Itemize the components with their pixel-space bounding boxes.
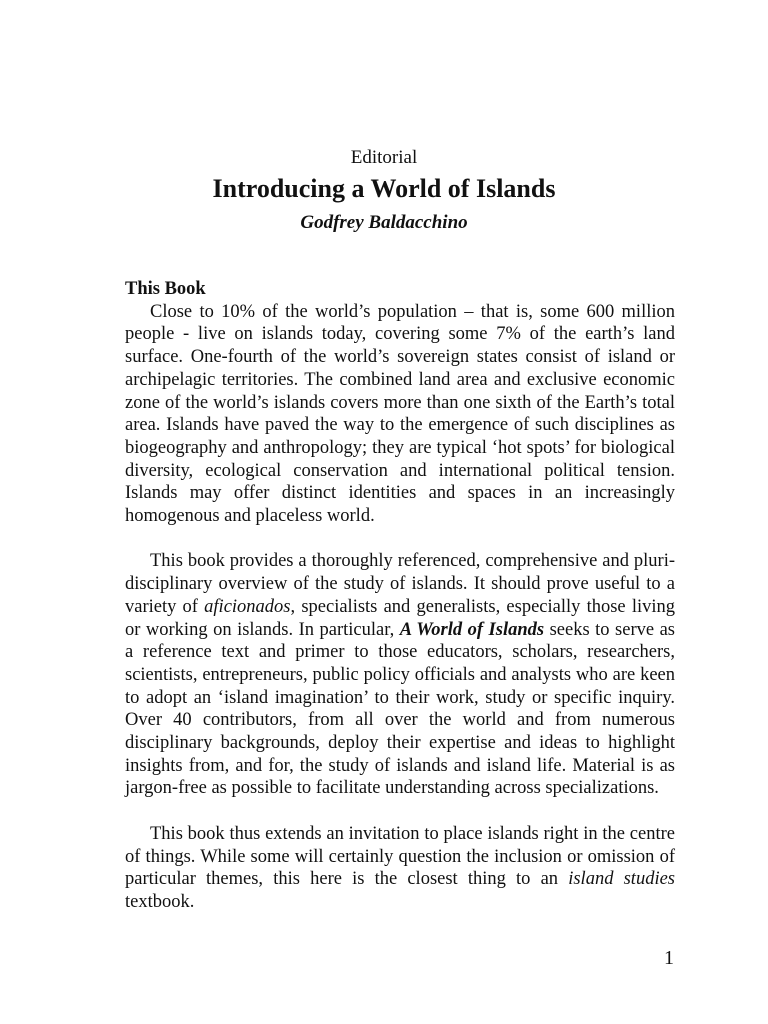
text-run: , specialists and generalists, especially those living or working on islands. In particular, xyxy=(125,596,675,640)
paragraph xyxy=(125,550,675,800)
paragraph xyxy=(125,301,675,528)
emphasis-text: aficionados xyxy=(204,596,291,617)
body-content xyxy=(125,278,675,914)
text-run: This book thus extends an invitation to place islands right in the centre of things. While some will certainly question the inclusion or omission of particular themes, this here is the closest thing to an xyxy=(125,823,675,890)
page-number: 1 xyxy=(664,947,674,969)
page-title: Introducing a World of Islands xyxy=(212,174,556,203)
author-name: Godfrey Baldacchino xyxy=(300,212,468,233)
text-run: seeks to serve as a reference text and primer to those educators, scholars, researchers, scientists, entrepreneurs, public policy officials and analysts who are keen to adopt an ‘island imagination’ to their work, study or specific inquiry. Over 40 contributors, from all over the world and from numerous disciplinary backgrounds, deploy their expertise and ideas to highlight insights from, and for, the study of islands and island life. Material is as jargon-free as possible to facilitate understanding across specializations. xyxy=(125,619,675,799)
text-run: This book provides a thoroughly referenced, comprehensive and pluri-disciplinary overview of the study of islands. It should prove useful to a variety of xyxy=(125,551,675,617)
text-run: Close to 10% of the world’s population – that is, some 600 million people - live on islands today, covering some 7% of the earth’s land surface. One-fourth of the world’s sovereign states consist of island or archipelagic territories. The combined land area and exclusive economic zone of the world’s islands covers more than one sixth of the Earth’s total area. Islands have paved the way to the emergence of such disciplines as biogeography and anthropology; they are typical ‘hot spots’ for biological diversity, ecological conservation and international political tension. Islands may offer distinct identities and spaces in an increasingly homogenous and placeless world. xyxy=(125,301,675,527)
section-heading: This Book xyxy=(125,279,206,299)
emphasis-text: island studies xyxy=(568,869,675,890)
paragraph xyxy=(125,823,675,914)
emphasis-text: A World of Islands xyxy=(399,619,545,640)
section-label: Editorial xyxy=(350,147,418,168)
text-run: textbook. xyxy=(125,891,195,912)
